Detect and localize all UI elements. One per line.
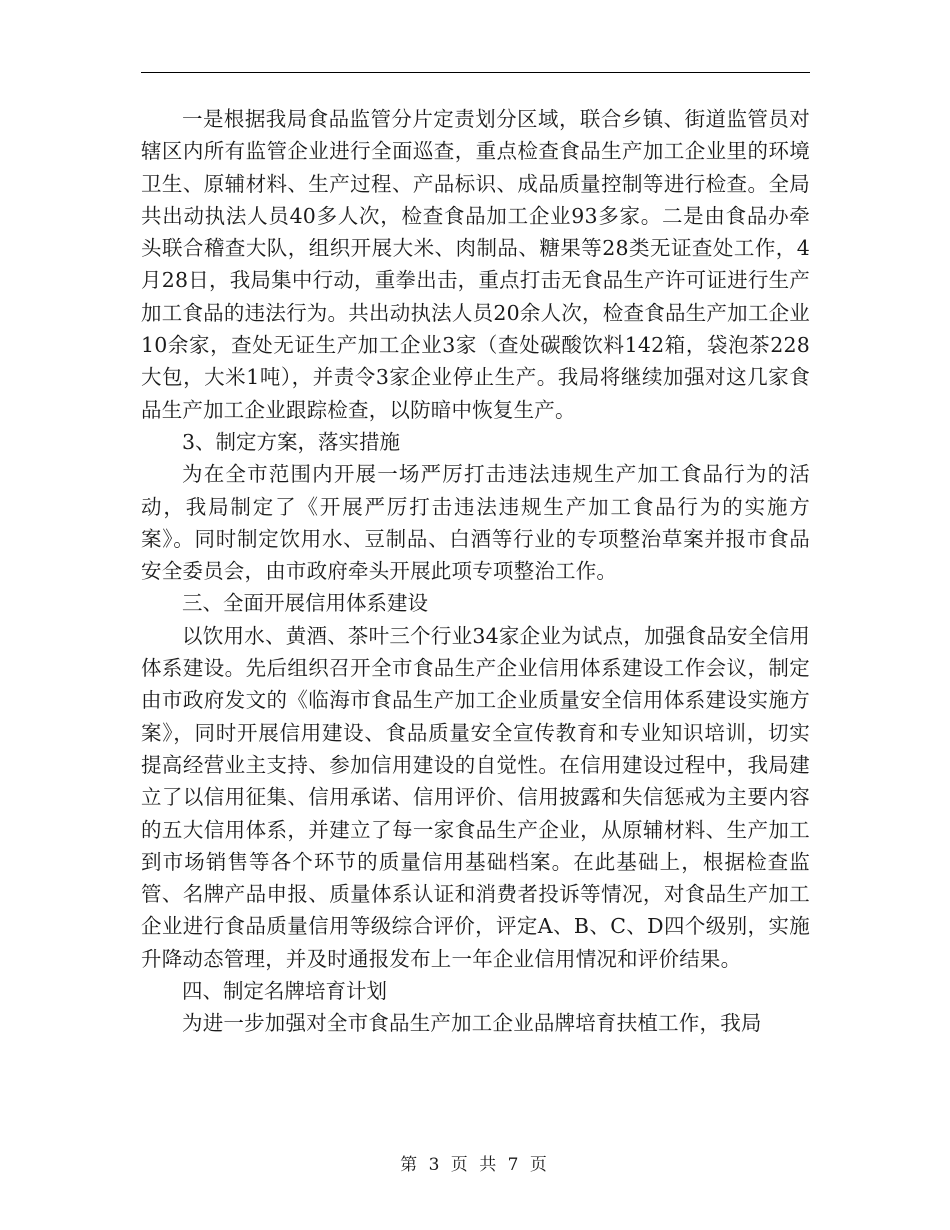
page-number: 第 3 页 共 7 页 (400, 1155, 550, 1175)
paragraph-implementation-plan: 为在全市范围内开展一场严厉打击违法违规生产加工食品行为的活动，我局制定了《开展严厉打击违法违规生产加工食品行为的实施方案》。同时制定饮用水、豆制品、白酒等行业的专项整治草案并报市食品安全委员会，由市政府牵头开展此项专项整治工作。 (141, 462, 810, 584)
document-body (141, 103, 810, 1040)
paragraph-brand-plan: 为进一步加强对全市食品生产加工企业品牌培育扶植工作，我局 (182, 1011, 762, 1036)
paragraph-credit-system: 以饮用水、黄酒、茶叶三个行业34家企业为试点，加强食品安全信用体系建设。先后组织召开全市食品生产企业信用体系建设工作会议，制定由市政府发文的《临海市食品生产加工企业质量安全信用体系建设实施方案》，同时开展信用建设、食品质量安全宣传教育和专业知识培训，切实提高经营业主支持、参加信用建设的自觉性。在信用建设过程中，我局建立了以信用征集、信用承诺、信用评价、信用披露和失信惩戒为主要内容的五大信用体系，并建立了每一家食品生产企业，从原辅材料、生产加工到市场销售等各个环节的质量信用基础档案。在此基础上，根据检查监管、名牌产品申报、质量体系认证和消费者投诉等情况，对食品生产加工企业进行食品质量信用等级综合评价，评定A、B、C、D四个级别，实施升降动态管理，并及时通报发布上一年企业信用情况和评价结果。 (141, 623, 810, 971)
heading-brand-plan: 四、制定名牌培育计划 (182, 979, 387, 1004)
heading-credit-system: 三、全面开展信用体系建设 (182, 591, 428, 616)
heading-plan-measures: 3、制定方案，落实措施 (182, 429, 401, 454)
paragraph-inspection: 一是根据我局食品监管分片定责划分区域，联合乡镇、街道监管员对辖区内所有监管企业进行全面巡查，重点检查食品生产加工企业里的环境卫生、原辅材料、生产过程、产品标识、成品质量控制等进行检查。全局共出动执法人员40多人次，检查食品加工企业93多家。二是由食品办牵头联合稽查大队，组织开展大米、肉制品、糖果等28类无证查处工作，4月28日，我局集中行动，重拳出击，重点打击无食品生产许可证进行生产加工食品的违法行为。共出动执法人员20余人次，检查食品生产加工企业10余家，查处无证生产加工企业3家（查处碳酸饮料142箱，袋泡茶228大包，大米1吨），并责令3家企业停止生产。我局将继续加强对这几家食品生产加工企业跟踪检查，以防暗中恢复生产。 (141, 107, 810, 422)
header-rule (141, 72, 810, 73)
